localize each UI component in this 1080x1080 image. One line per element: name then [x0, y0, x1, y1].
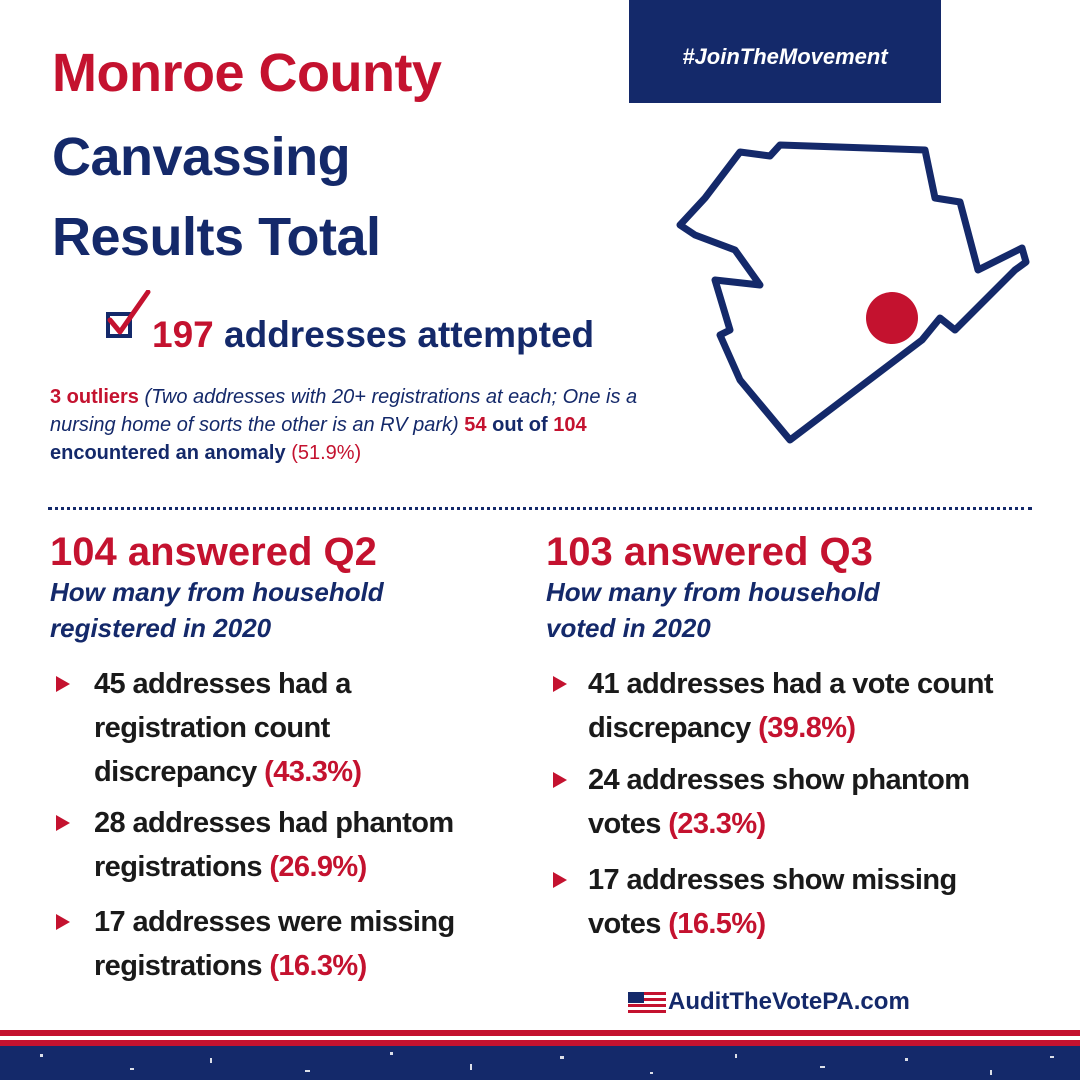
q2-bullet-3-text: registrations	[94, 950, 262, 982]
q3-subtitle	[546, 574, 986, 646]
attempted-label: addresses attempted	[224, 314, 595, 355]
q2-subtitle	[50, 574, 490, 646]
q2-heading: 104 answered Q2	[50, 530, 377, 574]
q2-bullet-1-pct: (43.3%)	[264, 756, 362, 788]
attempted-count: 197	[152, 314, 214, 355]
q3-bullet-1-line-1: 41 addresses had a vote count	[588, 668, 993, 700]
checkbox-check-icon	[102, 290, 158, 354]
q2-bullet-1-text: discrepancy	[94, 756, 257, 788]
anomaly-pct: (51.9%)	[291, 442, 362, 464]
q3-bullet-2-line-1: 24 addresses show phantom	[588, 764, 970, 796]
bullet-arrow-icon	[56, 815, 70, 831]
title-line-2: Canvassing	[52, 127, 351, 187]
q2-bullet-1-line-2: registration count	[94, 712, 330, 744]
q3-subtitle-line-1: How many from household	[546, 577, 880, 607]
outliers-lead: 3 outliers	[50, 386, 139, 408]
q2-bullet-3-line-1: 17 addresses were missing	[94, 906, 455, 938]
q2-bullet-2	[94, 801, 454, 889]
bullet-arrow-icon	[553, 676, 567, 692]
us-flag-icon	[628, 992, 666, 1014]
county-boundary	[680, 145, 1026, 440]
q3-bullet-3	[588, 858, 957, 946]
q3-subtitle-line-2: voted in 2020	[546, 613, 711, 643]
q3-bullet-3-text: votes	[588, 908, 661, 940]
footer-site: AuditTheVotePA.com	[668, 988, 910, 1015]
q3-bullet-3-line-2	[588, 902, 957, 946]
q2-bullet-2-line-2	[94, 845, 454, 889]
q2-subtitle-line-1: How many from household	[50, 577, 384, 607]
title-line-3: Results Total	[52, 207, 381, 267]
hashtag-text: #JoinTheMovement	[682, 44, 888, 69]
county-map-outline	[660, 140, 1050, 470]
q3-bullet-3-line-1: 17 addresses show missing	[588, 864, 957, 896]
q2-subtitle-line-2: registered in 2020	[50, 613, 272, 643]
bottom-band	[0, 1030, 1080, 1080]
q2-bullet-1	[94, 662, 361, 794]
q2-bullet-3	[94, 900, 455, 988]
bullet-arrow-icon	[553, 772, 567, 788]
dotted-divider	[48, 507, 1032, 510]
location-dot	[866, 292, 918, 344]
q2-bullet-2-line-1: 28 addresses had phantom	[94, 807, 454, 839]
q3-bullet-1	[588, 662, 993, 750]
addresses-attempted	[152, 314, 594, 356]
anomaly-of: out of	[492, 414, 548, 436]
q2-bullet-1-line-3	[94, 750, 361, 794]
q3-heading: 103 answered Q3	[546, 530, 873, 574]
q2-bullet-1-line-1: 45 addresses had a	[94, 668, 351, 700]
title-line-1: Monroe County	[52, 43, 442, 103]
outliers-summary	[50, 383, 670, 467]
q3-bullet-1-text: discrepancy	[588, 712, 751, 744]
q3-bullet-2-text: votes	[588, 808, 661, 840]
q2-bullet-3-line-2	[94, 944, 455, 988]
q2-bullet-2-text: registrations	[94, 851, 262, 883]
q3-bullet-2-pct: (23.3%)	[668, 808, 766, 840]
q2-bullet-2-pct: (26.9%)	[269, 851, 367, 883]
outliers-detail: (Two addresses with 20+ registrations at each; One is a nursing home of sorts the other is an RV park)	[50, 386, 638, 436]
bullet-arrow-icon	[553, 872, 567, 888]
q2-bullet-3-pct: (16.3%)	[269, 950, 367, 982]
anomaly-tail: encountered an anomaly	[50, 442, 286, 464]
q3-bullet-1-line-2	[588, 706, 993, 750]
q3-bullet-3-pct: (16.5%)	[668, 908, 766, 940]
bullet-arrow-icon	[56, 676, 70, 692]
bullet-arrow-icon	[56, 914, 70, 930]
q3-bullet-2-line-2	[588, 802, 969, 846]
q3-bullet-1-pct: (39.8%)	[758, 712, 856, 744]
anomaly-total: 104	[553, 414, 587, 436]
q3-bullet-2	[588, 758, 969, 846]
anomaly-count: 54	[464, 414, 487, 436]
